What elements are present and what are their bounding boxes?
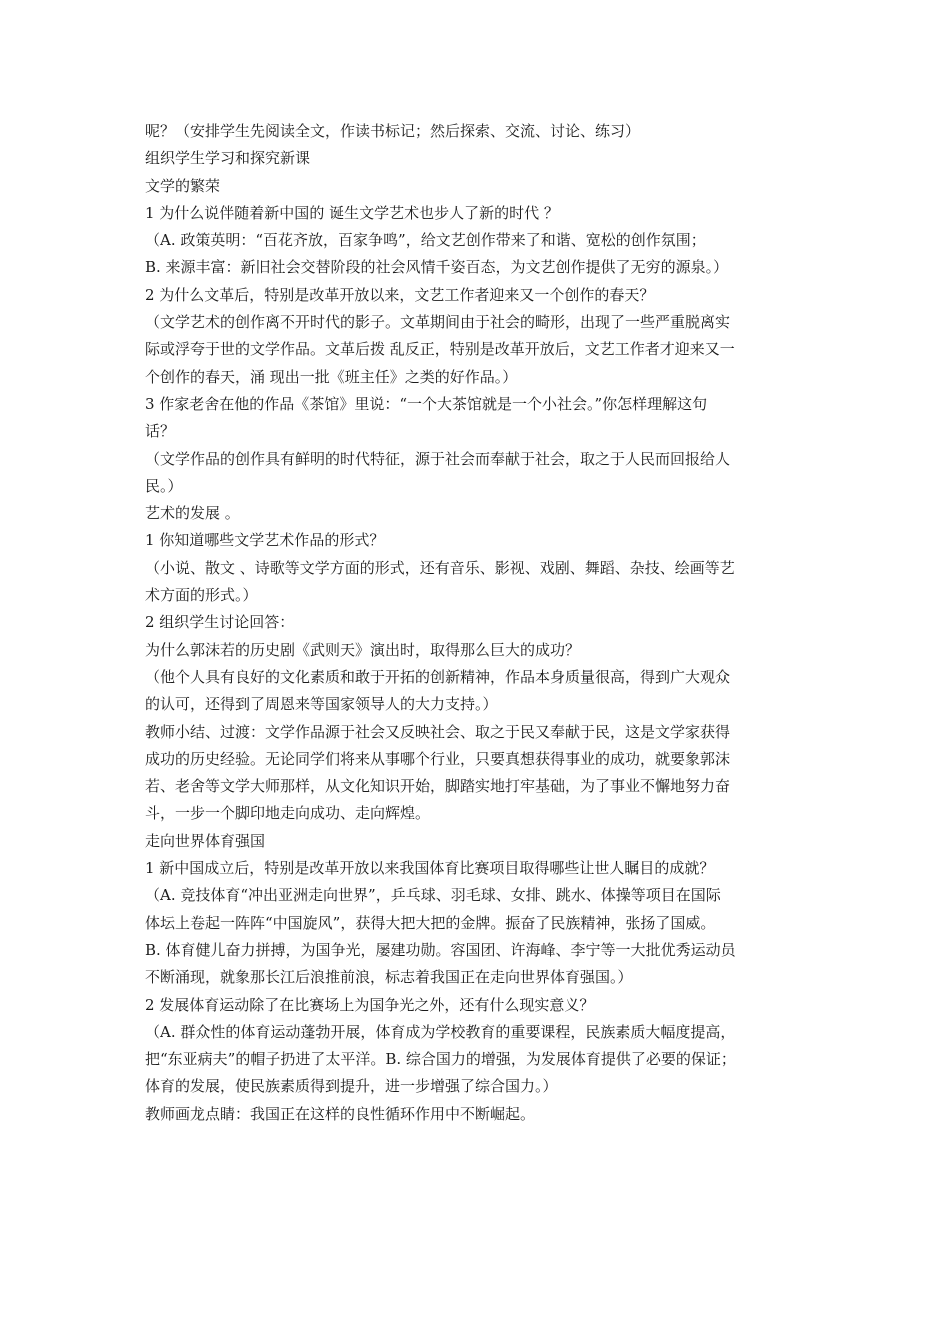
- text-line: （A. 政策英明：“百花齐放，百家争鸣”，给文艺创作带来了和谐、宽松的创作氛围；: [145, 231, 706, 250]
- text-line: （他个人具有良好的文化素质和敢于开拓的创新精神，作品本身质量很高，得到广大观众: [145, 667, 731, 686]
- text-line: 1 新中国成立后，特别是改革开放以来我国体育比赛项目取得哪些让世人瞩目的成就？: [145, 859, 715, 878]
- text-line: 1 为什么说伴随着新中国的 诞生文学艺术也步人了新的时代 ？: [145, 203, 559, 222]
- text-line: （小说、散文 、诗歌等文学方面的形式，还有音乐、影视、戏剧、舞蹈、杂技、绘画等艺: [145, 558, 735, 577]
- text-line: 若、老舍等文学大师那样，从文化知识开始，脚踏实地打牢基础，为了事业不懈地努力奋: [145, 777, 731, 796]
- text-line: 话？: [145, 422, 176, 441]
- text-line: 把“东亚病夫”的帽子扔进了太平洋。B. 综合国力的增强，为发展体育提供了必要的保证；: [145, 1050, 736, 1069]
- text-line: 为什么郭沫若的历史剧《武则天》演出时，取得那么巨大的成功？: [145, 640, 581, 659]
- text-line: B. 体育健儿奋力拼搏，为国争光，屡建功勋。容国团、许海峰、李宁等一大批优秀运动员: [145, 940, 736, 959]
- text-line: 组织学生学习和探究新课: [145, 149, 311, 168]
- text-line: 2 为什么文革后，特别是改革开放以来，文艺工作者迎来又一个创作的春天？: [145, 285, 655, 304]
- text-line: 艺术的发展 。: [145, 504, 240, 523]
- text-line: 呢？（安排学生先阅读全文，作读书标记；然后探索、交流、讨论、练习）: [145, 122, 641, 140]
- text-line: 1 你知道哪些文学艺术作品的形式？: [145, 531, 385, 550]
- text-line: （A. 竞技体育“冲出亚洲走向世界”，乒乓球、羽毛球、女排、跳水、体操等项目在国际: [145, 886, 721, 905]
- text-line: 体坛上卷起一阵阵“中国旋风”，获得大把大把的金牌。振奋了民族精神，张扬了国威。: [145, 913, 716, 932]
- text-line: 文学的繁荣: [145, 176, 221, 195]
- text-line: 际或浮夸于世的文学作品。文革后拨 乱反正，特别是改革开放后，文艺工作者才迎来又一: [145, 340, 735, 359]
- text-line: 走向世界体育强国: [145, 831, 266, 850]
- text-line: 民。）: [145, 476, 183, 495]
- text-line: 2 发展体育运动除了在比赛场上为国争光之外，还有什么现实意义？: [145, 995, 595, 1014]
- text-line: 成功的历史经验。无论同学们将来从事哪个行业，只要真想获得事业的成功，就要象郭沫: [145, 749, 731, 768]
- text-line: B. 来源丰富：新旧社会交替阶段的社会风情千姿百态，为文艺创作提供了无穷的源泉。）: [145, 258, 729, 277]
- text-line: （A. 群众性的体育运动蓬勃开展，体育成为学校教育的重要课程，民族素质大幅度提高，: [145, 1022, 736, 1041]
- text-line: 个创作的春天，涌 现出一批《班主任》之类的好作品。）: [145, 367, 518, 386]
- document-page: [145, 118, 810, 1128]
- text-line: 教师小结、过渡：文学作品源于社会又反映社会、取之于民又奉献于民，这是文学家获得: [145, 722, 731, 741]
- text-line: 的认可，还得到了周恩来等国家领导人的大力支持。）: [145, 695, 498, 714]
- text-line: （文学艺术的创作离不开时代的影子。文革期间由于社会的畸形，出现了一些严重脱离实: [145, 313, 731, 332]
- text-line: （文学作品的创作具有鲜明的时代特征，源于社会而奉献于社会，取之于人民而回报给人: [145, 449, 731, 468]
- text-line: 斗，一步一个脚印地走向成功、走向辉煌。: [145, 804, 431, 823]
- text-line: 教师画龙点睛：我国正在这样的良性循环作用中不断崛起。: [145, 1104, 536, 1123]
- text-line: 体育的发展，使民族素质得到提升，进一步增强了综合国力。）: [145, 1077, 558, 1096]
- text-line: 术方面的形式。）: [145, 586, 258, 605]
- text-line: 2 组织学生讨论回答：: [145, 613, 295, 632]
- text-line: 不断涌现，就象那长江后浪推前浪，标志着我国正在走向世界体育强国。）: [145, 968, 633, 987]
- text-line: 3 作家老舍在他的作品《茶馆》里说：“一个大茶馆就是一个小社会。”你怎样理解这句: [145, 394, 708, 413]
